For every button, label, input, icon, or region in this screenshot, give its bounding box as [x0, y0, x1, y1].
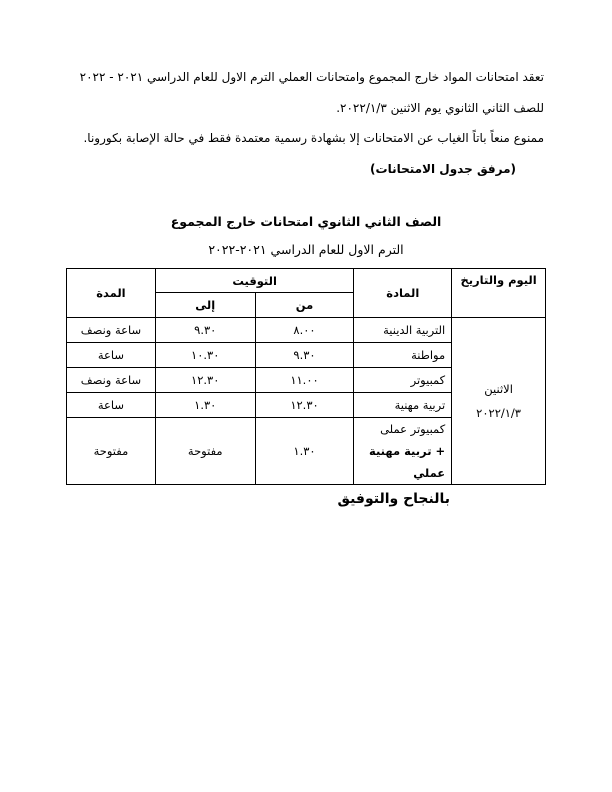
- subject-cell: تربية مهنية: [354, 393, 452, 418]
- header-day-date: اليوم والتاريخ: [452, 269, 546, 318]
- to-cell: ١٢.٣٠: [155, 368, 255, 393]
- closing-wish: بالنجاح والتوفيق: [337, 491, 450, 507]
- duration-cell: ساعة ونصف: [67, 318, 156, 343]
- subject-line-2: + تربية مهنية عملي: [368, 444, 446, 480]
- to-cell: مفتوحة: [155, 418, 255, 485]
- from-cell: ١١.٠٠: [255, 368, 354, 393]
- to-cell: ١٠.٣٠: [155, 343, 255, 368]
- exam-date: ٢٠٢٢/١/٣: [476, 406, 521, 420]
- header-duration: المدة: [67, 269, 156, 318]
- duration-cell: مفتوحة: [67, 418, 156, 485]
- header-timing: التوقيت: [155, 269, 354, 293]
- intro-line-3: ممنوع منعاً باتاً الغياب عن الامتحانات إلا بشهادة رسمية معتمدة فقط في حالة الإصابة بكورونا.: [83, 131, 544, 145]
- subject-cell: [354, 418, 452, 485]
- header-from: من: [255, 293, 354, 318]
- subject-cell: التربية الدينية: [354, 318, 452, 343]
- schedule-title: الصف الثاني الثانوي امتحانات خارج المجموع: [170, 214, 442, 229]
- to-cell: ١.٣٠: [155, 393, 255, 418]
- intro-line-2: للصف الثاني الثانوي يوم الاثنين ٢٠٢٢/١/٣.: [336, 101, 544, 115]
- duration-cell: ساعة: [67, 393, 156, 418]
- from-cell: ١٢.٣٠: [255, 393, 354, 418]
- header-to: إلى: [155, 293, 255, 318]
- table-header-row: [67, 269, 546, 293]
- from-cell: ١.٣٠: [255, 418, 354, 485]
- exam-schedule-table: [66, 268, 546, 485]
- duration-cell: ساعة: [67, 343, 156, 368]
- table-row: [67, 318, 546, 343]
- to-cell: ٩.٣٠: [155, 318, 255, 343]
- schedule-subtitle: الترم الاول للعام الدراسي ٢٠٢١-٢٠٢٢: [208, 242, 404, 257]
- header-subject: المادة: [354, 269, 452, 318]
- subject-line-1: كمبيوتر عملى: [380, 422, 446, 436]
- intro-line-1: تعقد امتحانات المواد خارج المجموع وامتحانات العملي الترم الاول للعام الدراسي ٢٠٢١ - ٢٠٢٢: [79, 70, 544, 84]
- day-date-cell: [452, 318, 546, 485]
- subject-cell: مواطنة: [354, 343, 452, 368]
- from-cell: ٩.٣٠: [255, 343, 354, 368]
- intro-attachment-note: (مرفق جدول الامتحانات): [370, 162, 516, 176]
- duration-cell: ساعة ونصف: [67, 368, 156, 393]
- subject-cell: كمبيوتر: [354, 368, 452, 393]
- from-cell: ٨.٠٠: [255, 318, 354, 343]
- exam-day: الاثنين: [484, 382, 513, 396]
